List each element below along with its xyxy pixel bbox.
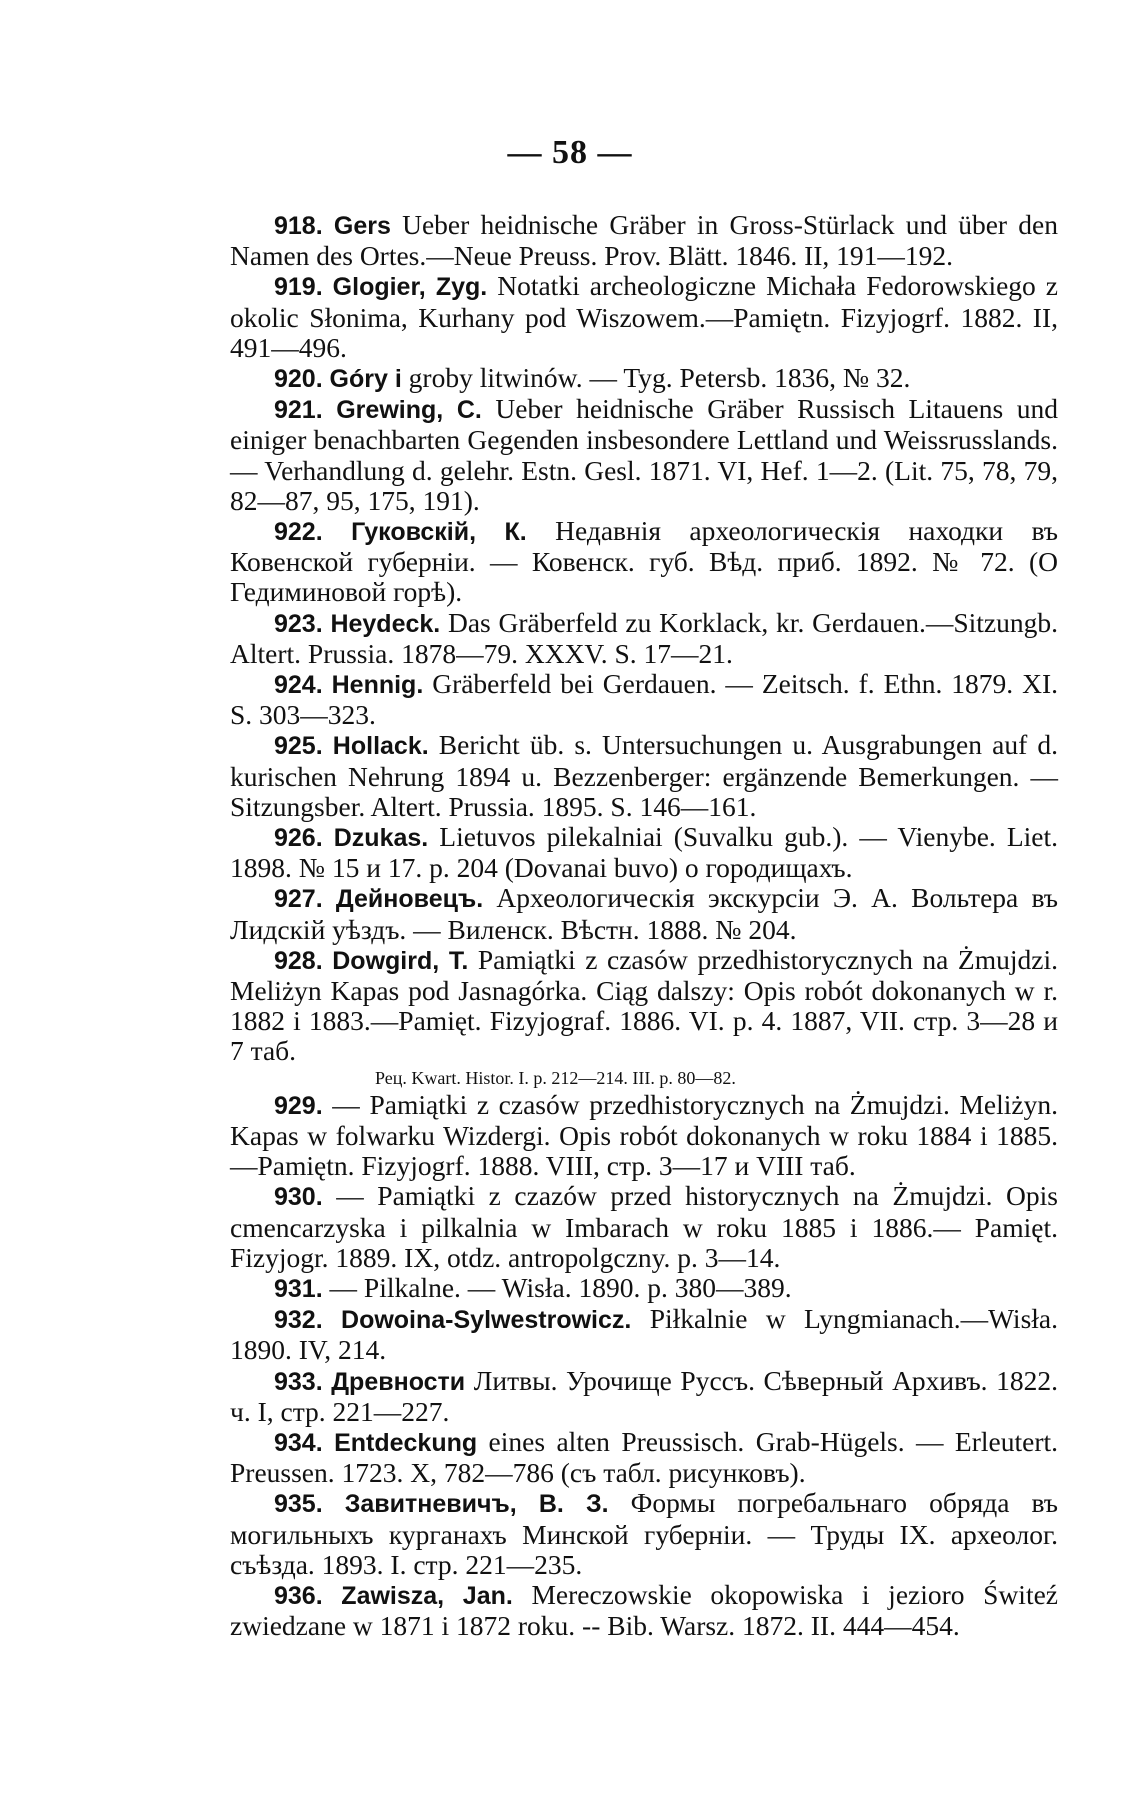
bibliography-entry xyxy=(230,1580,1058,1641)
bibliography-entry xyxy=(230,883,1058,944)
entry-number: 919. xyxy=(274,273,323,302)
entry-text: eines alten Preussisch. Grab-Hügels. — Erleutert. Preussen. 1723. X, 782—786 (съ табл. рисунковъ). xyxy=(230,1425,1058,1489)
entry-author: Gers xyxy=(333,212,391,240)
entry-author: Zawisza, Jan. xyxy=(341,1581,513,1610)
entry-number: 928. xyxy=(274,946,323,975)
entry-author: Dzukas. xyxy=(333,824,429,853)
entry-number: 934. xyxy=(274,1428,323,1457)
entry-author: Grewing, C. xyxy=(336,396,482,425)
entry-text: — Pamiątki z czazów przed historycznych na Żmujdzi. Opis cmencarzyska i pilkalnia w Imbarach w roku 1885 i 1886.— Pamięt. Fizyjogr. 1889. IX, otdz. antropolgczny. p. 3—14. xyxy=(230,1180,1058,1273)
bibliography-entry xyxy=(230,1273,1058,1304)
entry-number: 935. xyxy=(274,1490,323,1519)
entry-number: 927. xyxy=(274,885,323,914)
entry-author: Завитневичъ, В. З. xyxy=(344,1490,609,1519)
entry-number: 918. xyxy=(274,212,323,240)
bibliography-entry xyxy=(230,1181,1058,1273)
entry-text: Notatki archeologiczne Michała Fedorowskiego z okolic Słonima, Kurhany pod Wiszowem.—Pamiętn. Fizyjogrf. 1882. II, 491—496. xyxy=(230,270,1058,363)
entry-text: Формы погребальнаго обряда въ могильныхъ курганахъ Минской губерніи. — Труды IX. археолог. съѣзда. 1893. I. стр. 221—235. xyxy=(230,1487,1058,1580)
entry-text: Литвы. Урочище Руссъ. Сѣверный Архивъ. 1822. ч. I, стр. 221—227. xyxy=(230,1364,1058,1427)
entry-number: 933. xyxy=(274,1367,323,1396)
bibliography-entry xyxy=(230,1304,1058,1365)
entry-text: Bericht üb. s. Untersuchungen u. Ausgrabungen auf d. kurischen Nehrung 1894 u. Bezzenberger: ergänzende Bemerkungen. — Sitzungsber. Altert. Prussia. 1895. S. 146—161. xyxy=(230,729,1058,822)
entry-number: 932. xyxy=(274,1306,323,1335)
entry-author: Dowgird, T. xyxy=(332,946,469,975)
bibliography-entry xyxy=(230,730,1058,822)
entry-text: Археологическія экскурсіи Э. А. Вольтера въ Лидскій уѣздъ. — Виленск. Вѣстн. 1888. № 204. xyxy=(230,882,1058,945)
bibliography-entry xyxy=(230,669,1058,730)
entry-number: 921. xyxy=(274,396,323,425)
entry-author: Heydeck. xyxy=(330,609,441,638)
entry-text: Gräberfeld bei Gerdauen. — Zeitsch. f. Ethn. 1879. XI. S. 303—323. xyxy=(230,668,1058,731)
bibliography-entry xyxy=(230,822,1058,883)
bibliography-entry xyxy=(230,210,1058,271)
entry-text: Pamiątki z czasów przedhistorycznych na Żmujdzi. Meliżyn Kapas pod Jasnagórka. Ciąg dalszy: Opis robót dokonanych w r. 1882 i 1883.—Pamięt. Fizyjograf. 1886. VI. p. 4. 1887, VII. стр. 3—28 и 7 таб. xyxy=(230,943,1058,1067)
entry-text: Lietuvos pilekalniai (Suvalku gub.). — Vienybe. Liet. 1898. № 15 и 17. p. 204 (Dovanai buvo) о городищахъ. xyxy=(230,821,1059,884)
entry-number: 924. xyxy=(274,671,323,700)
entry-text: Недавнія археологическія находки въ Ковенской губерніи. — Ковенск. губ. Вѣд. приб. 1892. № 72. (О Гедиминовой горѣ). xyxy=(230,515,1058,608)
bibliography-entry xyxy=(230,1090,1058,1182)
entry-text: groby litwinów. — Tyg. Petersb. 1836, № 32. xyxy=(401,362,911,394)
entry-number: 923. xyxy=(274,609,323,638)
entry-text: Ueber heidnische Gräber Russisch Litauens und einiger benachbarten Gegenden insbesondere Lettland und Weissrusslands. — Verhandlung d. gelehr. Estn. Gesl. 1871. VI, Hef. 1—2. (Lit. 75, 78, 79, 82—87, 95, 175, 191). xyxy=(230,393,1059,516)
bibliography-list xyxy=(230,210,1058,1641)
bibliography-entry xyxy=(230,271,1058,363)
bibliography-entry xyxy=(230,516,1058,608)
entry-author: Entdeckung xyxy=(334,1428,478,1457)
page-number: — 58 — xyxy=(507,134,633,171)
entry-author: Дейновецъ. xyxy=(335,885,484,914)
entry-author: Góry i xyxy=(329,365,402,394)
bibliography-entry xyxy=(230,1488,1058,1580)
entry-author: Древности xyxy=(331,1367,466,1396)
bibliography-entry xyxy=(230,608,1058,669)
entry-number: 930. xyxy=(274,1183,323,1212)
entry-author: Hollack. xyxy=(332,732,429,761)
entry-number: 931. xyxy=(274,1274,323,1303)
entry-text: Mereczowskie okopowiska i jezioro Świteź zwiedzane w 1871 i 1872 roku. -- Bib. Warsz. 1872. II. 444—454. xyxy=(230,1578,1058,1642)
review-note: Рец. Kwart. Histor. I. p. 212—214. III. p. 80—82. xyxy=(375,1067,736,1088)
entry-text: Das Gräberfeld zu Korklack, kr. Gerdauen.—Sitzungb. Altert. Prussia. 1878—79. XXXV. S. 17—21. xyxy=(230,606,1058,669)
entry-author: Glogier, Zyg. xyxy=(332,273,488,302)
entry-text: — Pilkalne. — Wisła. 1890. p. 380—389. xyxy=(322,1271,792,1303)
entry-number: 925. xyxy=(274,732,323,761)
entry-text: Ueber heidnische Gräber in Gross-Stürlack und über den Namen des Ortes.—Neue Preuss. Prov. Blätt. 1846. II, 191—192. xyxy=(230,209,1058,272)
entry-number: 920. xyxy=(274,365,323,394)
entry-author: Гуковскій, К. xyxy=(351,518,527,547)
entry-number: 929. xyxy=(274,1091,323,1120)
entry-number: 926. xyxy=(274,824,323,853)
bibliography-entry xyxy=(230,363,1058,394)
bibliography-entry xyxy=(230,1427,1058,1488)
bibliography-entry xyxy=(230,945,1058,1090)
bibliography-entry xyxy=(230,394,1058,516)
entry-text: — Pamiątki z czasów przedhistorycznych na Żmujdzi. Meliżyn. Kapas w folwarku Wizdergi. Opis robót dokonanych w roku 1884 i 1885.—Pamiętn. Fizyjogrf. 1888. VIII, стр. 3—17 и VIII таб. xyxy=(230,1088,1058,1182)
bibliography-entry xyxy=(230,1366,1058,1427)
entry-text: Piłkalnie w Lyngmianach.—Wisła. 1890. IV, 214. xyxy=(230,1303,1058,1366)
entry-number: 922. xyxy=(274,518,323,547)
entry-number: 936. xyxy=(274,1581,323,1610)
entry-author: Dowoina-Sylwestrowicz. xyxy=(341,1306,632,1335)
entry-author: Hennig. xyxy=(331,671,424,700)
